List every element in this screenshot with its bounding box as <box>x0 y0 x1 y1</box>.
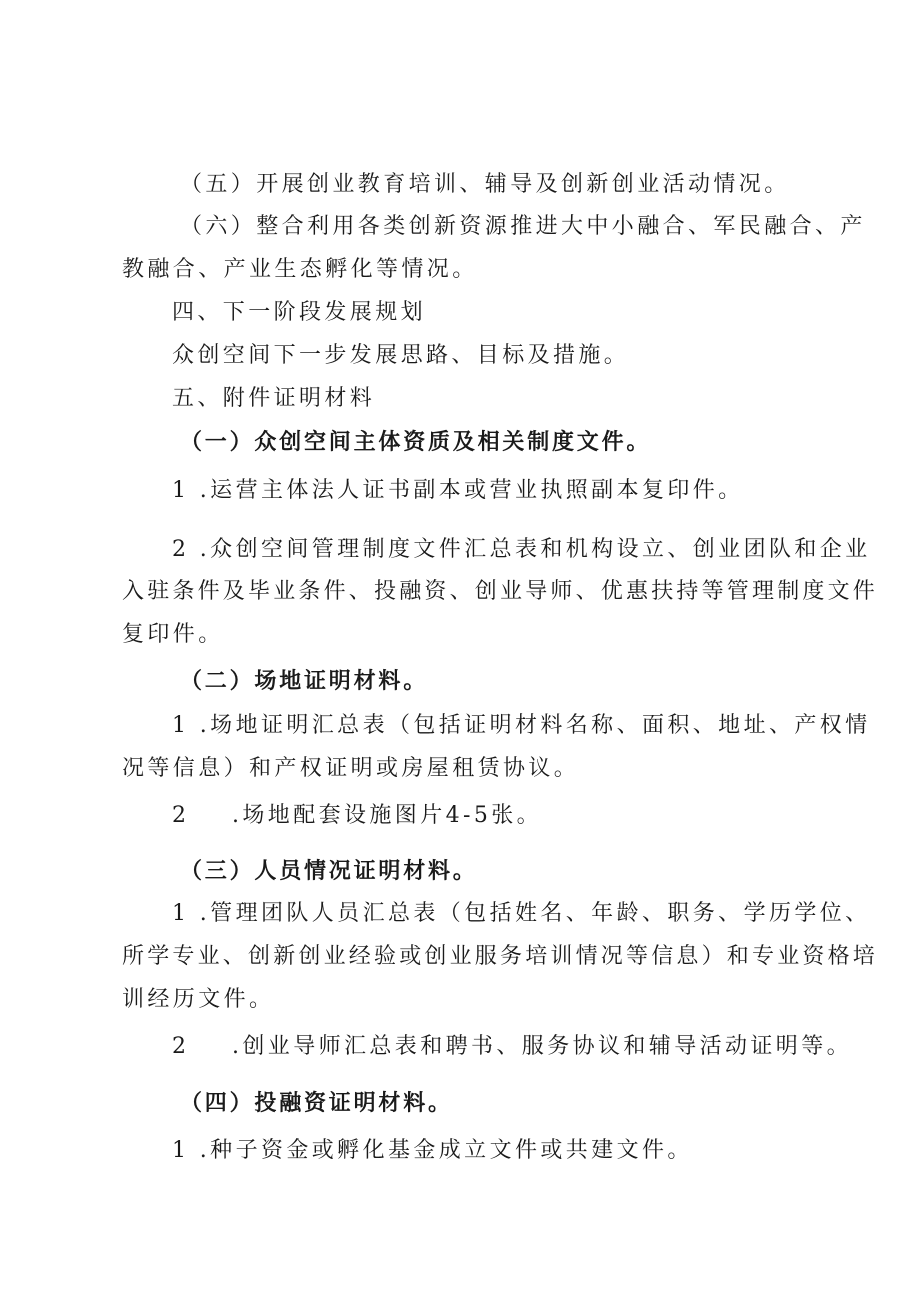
list-item-1-team-summary-end: 训经历文件。 <box>122 987 275 1012</box>
list-item-2-mentors: .创业导师汇总表和聘书、服务协议和辅导活动证明等。 <box>232 1034 852 1059</box>
list-item-2-venue-photos: .场地配套设施图片4-5张。 <box>232 803 543 828</box>
paragraph-section-five-sub: （五）开展创业教育培训、辅导及创新创业活动情况。 <box>180 172 790 197</box>
heading-section-four: 四、下一阶段发展规划 <box>172 300 427 325</box>
paragraph-section-six-sub-cont: 教融合、产业生态孵化等情况。 <box>122 257 478 282</box>
paragraph-section-six-sub: （六）整合利用各类创新资源推进大中小融合、军民融合、产 <box>180 214 866 239</box>
heading-section-five: 五、附件证明材料 <box>172 386 376 411</box>
paragraph-development-plan: 众创空间下一步发展思路、目标及措施。 <box>172 343 630 368</box>
list-item-2-regulations: 2 .众创空间管理制度文件汇总表和机构设立、创业团队和企业 <box>172 537 871 562</box>
subheading-venue: （二）场地证明材料。 <box>180 668 429 694</box>
list-item-2-regulations-end: 复印件。 <box>122 622 224 647</box>
list-item-2-number: 2 <box>172 1034 190 1059</box>
subheading-qualification: （一）众创空间主体资质及相关制度文件。 <box>180 429 652 455</box>
list-item-1-seed-fund: 1 .种子资金或孵化基金成立文件或共建文件。 <box>172 1138 693 1163</box>
list-item-1-venue-summary-cont: 况等信息）和产权证明或房屋租赁协议。 <box>122 756 580 781</box>
subheading-investment: （四）投融资证明材料。 <box>180 1090 453 1116</box>
subheading-personnel: （三）人员情况证明材料。 <box>180 858 478 884</box>
list-item-1-venue-summary: 1 .场地证明汇总表（包括证明材料名称、面积、地址、产权情 <box>172 713 871 738</box>
list-item-1-certificate: 1 .运营主体法人证书副本或营业执照副本复印件。 <box>172 478 744 503</box>
list-item-1-team-summary: 1 .管理团队人员汇总表（包括姓名、年龄、职务、学历学位、 <box>172 901 871 926</box>
list-item-2-regulations-cont: 入驻条件及毕业条件、投融资、创业导师、优惠扶持等管理制度文件 <box>122 579 879 604</box>
list-item-2-number: 2 <box>172 803 190 828</box>
list-item-1-team-summary-cont: 所学专业、创新创业经验或创业服务培训情况等信息）和专业资格培 <box>122 944 879 969</box>
